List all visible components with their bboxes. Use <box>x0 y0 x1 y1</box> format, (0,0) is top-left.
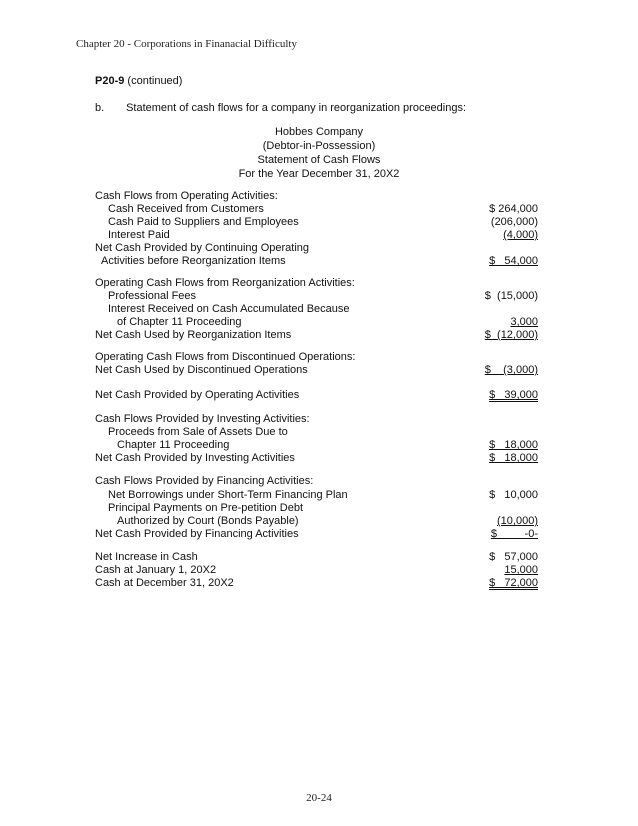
statement-line <box>0 255 638 269</box>
line-amount: $ (12,000) <box>484 329 538 341</box>
line-label: Proceeds from Sale of Assets Due to <box>108 426 288 438</box>
part-heading <box>95 102 466 114</box>
part-label: b. <box>95 102 105 114</box>
statement-line <box>0 229 638 243</box>
line-amount: $ 18,000 <box>489 439 538 451</box>
problem-heading <box>95 75 182 87</box>
statement-line <box>0 515 638 529</box>
line-amount: $ 18,000 <box>489 452 538 464</box>
line-amount: (10,000) <box>497 515 538 527</box>
line-label: Principal Payments on Pre-petition Debt <box>108 502 304 514</box>
line-label: Net Cash Used by Reorganization Items <box>95 329 292 341</box>
line-label: Cash at January 1, 20X2 <box>95 564 217 576</box>
line-amount: 15,000 <box>504 564 538 576</box>
statement-line <box>0 203 638 217</box>
line-amount: (206,000) <box>490 216 538 228</box>
statement-line <box>0 303 638 317</box>
statement-line <box>0 364 638 378</box>
statement-line <box>0 426 638 440</box>
line-label: Net Cash Provided by Financing Activities <box>95 528 299 540</box>
company-name: Hobbes Company <box>274 126 364 138</box>
part-text: Statement of cash flows for a company in reorganization proceedings: <box>126 102 467 114</box>
line-label: Chapter 11 Proceeding <box>117 439 230 451</box>
statement-line <box>0 242 638 256</box>
statement-line <box>0 290 638 304</box>
line-label: Authorized by Court (Bonds Payable) <box>117 515 299 527</box>
statement-line <box>0 329 638 343</box>
section-reorganization-heading <box>0 277 638 291</box>
page-number: 20-24 <box>306 792 332 804</box>
statement-line <box>0 439 638 453</box>
statement-line <box>0 551 638 565</box>
line-label: Cash at December 31, 20X2 <box>95 577 234 589</box>
line-amount: $ 10,000 <box>489 489 538 501</box>
statement-line <box>0 389 638 403</box>
line-label: Net Cash Provided by Operating Activities <box>95 389 300 401</box>
line-amount: $ 72,000 <box>489 577 538 589</box>
line-amount: 3,000 <box>510 316 538 328</box>
line-label: Net Borrowings under Short-Term Financing Plan <box>108 489 348 501</box>
statement-line <box>0 564 638 578</box>
line-label: Operating Cash Flows from Reorganization Activities: <box>95 277 355 289</box>
statement-line <box>0 577 638 591</box>
statement-period: For the Year December 31, 20X2 <box>238 168 400 180</box>
line-amount: $ (15,000) <box>484 290 538 302</box>
section-investing-heading <box>0 413 638 427</box>
statement-line <box>0 528 638 542</box>
line-label: Cash Received from Customers <box>108 203 264 215</box>
chapter-header: Chapter 20 - Corporations in Finanacial Difficulty <box>76 38 297 50</box>
line-label: Cash Flows Provided by Financing Activities: <box>95 475 314 487</box>
problem-note: (continued) <box>127 75 183 87</box>
line-label: Professional Fees <box>108 290 197 302</box>
statement-line <box>0 316 638 330</box>
line-label: Interest Received on Cash Accumulated Because <box>108 303 350 315</box>
line-label: Net Increase in Cash <box>95 551 198 563</box>
statement-line <box>0 502 638 516</box>
line-label: Cash Flows Provided by Investing Activities: <box>95 413 310 425</box>
line-amount: $ 39,000 <box>489 389 538 401</box>
statement-title: Statement of Cash Flows <box>257 154 381 166</box>
section-operating-heading <box>0 190 638 204</box>
statement-line <box>0 452 638 466</box>
line-label: Net Cash Provided by Continuing Operating <box>95 242 310 254</box>
section-discontinued-heading <box>0 351 638 365</box>
line-amount: $ 264,000 <box>489 203 538 215</box>
statement-line <box>0 489 638 503</box>
line-label: Activities before Reorganization Items <box>101 255 286 267</box>
line-label: Cash Paid to Suppliers and Employees <box>108 216 299 228</box>
section-financing-heading <box>0 475 638 489</box>
line-amount: $ (3,000) <box>484 364 538 376</box>
line-amount: (4,000) <box>503 229 538 241</box>
line-label: Cash Flows from Operating Activities: <box>95 190 278 202</box>
line-label: of Chapter 11 Proceeding <box>117 316 242 328</box>
company-status: (Debtor-in-Possession) <box>262 140 376 152</box>
statement-line <box>0 216 638 230</box>
line-label: Net Cash Provided by Investing Activities <box>95 452 295 464</box>
line-label: Net Cash Used by Discontinued Operations <box>95 364 308 376</box>
line-amount: $ 54,000 <box>489 255 538 267</box>
line-amount: $ 57,000 <box>489 551 538 563</box>
problem-number: P20-9 <box>95 75 125 87</box>
line-label: Interest Paid <box>108 229 170 241</box>
line-amount: $ -0- <box>490 528 538 540</box>
line-label: Operating Cash Flows from Discontinued Operations: <box>95 351 356 363</box>
